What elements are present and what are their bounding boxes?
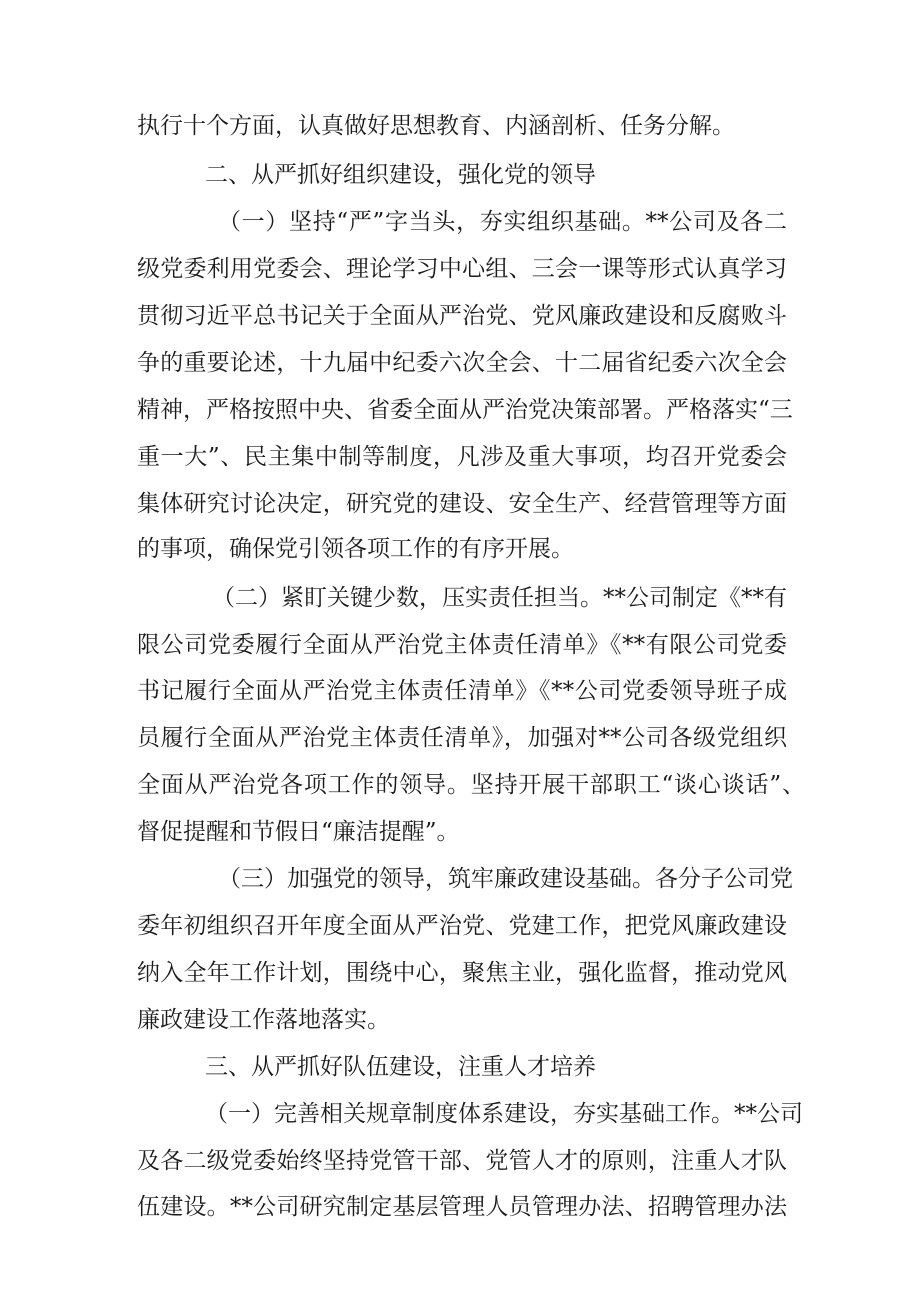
text-line: 精神，严格按照中央、省委全面从严治党决策部署。严格落实“三 bbox=[137, 397, 793, 423]
section-heading: 二、从严抓好组织建设，强化党的领导 bbox=[205, 162, 596, 188]
text-line: 集体研究讨论决定，研究党的建设、安全生产、经营管理等方面 bbox=[137, 491, 787, 517]
text-line: 纳入全年工作计划，围绕中心，聚焦主业，强化监督，推动党风 bbox=[137, 960, 787, 986]
text-line: 督促提醒和节假日“廉洁提醒”。 bbox=[137, 819, 460, 845]
text-line: 员履行全面从严治党主体责任清单》，加强对**公司各级党组织 bbox=[137, 725, 787, 751]
text-line: （二）紧盯关键少数，压实责任担当。**公司制定《**有 bbox=[212, 585, 787, 611]
text-line: 及各二级党委始终坚持党管干部、党管人才的原则，注重人才队 bbox=[137, 1148, 787, 1174]
text-line: 重一大”、民主集中制等制度，凡涉及重大事项，均召开党委会 bbox=[137, 444, 787, 470]
text-line: 争的重要论述，十九届中纪委六次全会、十二届省纪委六次全会 bbox=[137, 350, 787, 376]
text-line: 执行十个方面，认真做好思想教育、内涵剖析、任务分解。 bbox=[137, 113, 735, 139]
text-line: 全面从严治党各项工作的领导。坚持开展干部职工“谈心谈话”、 bbox=[137, 772, 805, 798]
text-line: （三）加强党的领导，筑牢廉政建设基础。各分子公司党 bbox=[218, 866, 793, 892]
text-line: 级党委利用党委会、理论学习中心组、三会一课等形式认真学习 bbox=[137, 256, 787, 282]
section-heading: 三、从严抓好队伍建设，注重人才培养 bbox=[205, 1054, 596, 1080]
text-line: 贯彻习近平总书记关于全面从严治党、党风廉政建设和反腐败斗 bbox=[137, 303, 787, 329]
text-line: 廉政建设工作落地落实。 bbox=[137, 1007, 390, 1033]
text-line: 委年初组织召开年度全面从严治党、党建工作，把党风廉政建设 bbox=[137, 913, 787, 939]
text-line: （一）完善相关规章制度体系建设，夯实基础工作。**公司 bbox=[205, 1101, 803, 1127]
text-line: 伍建设。**公司研究制定基层管理人员管理办法、招聘管理办法 bbox=[137, 1194, 787, 1220]
text-line: 限公司党委履行全面从严治党主体责任清单》《**有限公司党委 bbox=[137, 632, 787, 658]
text-line: 的事项，确保党引领各项工作的有序开展。 bbox=[137, 536, 574, 562]
text-line: （一）坚持“严”字当头，夯实组织基础。**公司及各二 bbox=[218, 209, 787, 235]
text-line: 书记履行全面从严治党主体责任清单》《**公司党委领导班子成 bbox=[137, 678, 787, 704]
